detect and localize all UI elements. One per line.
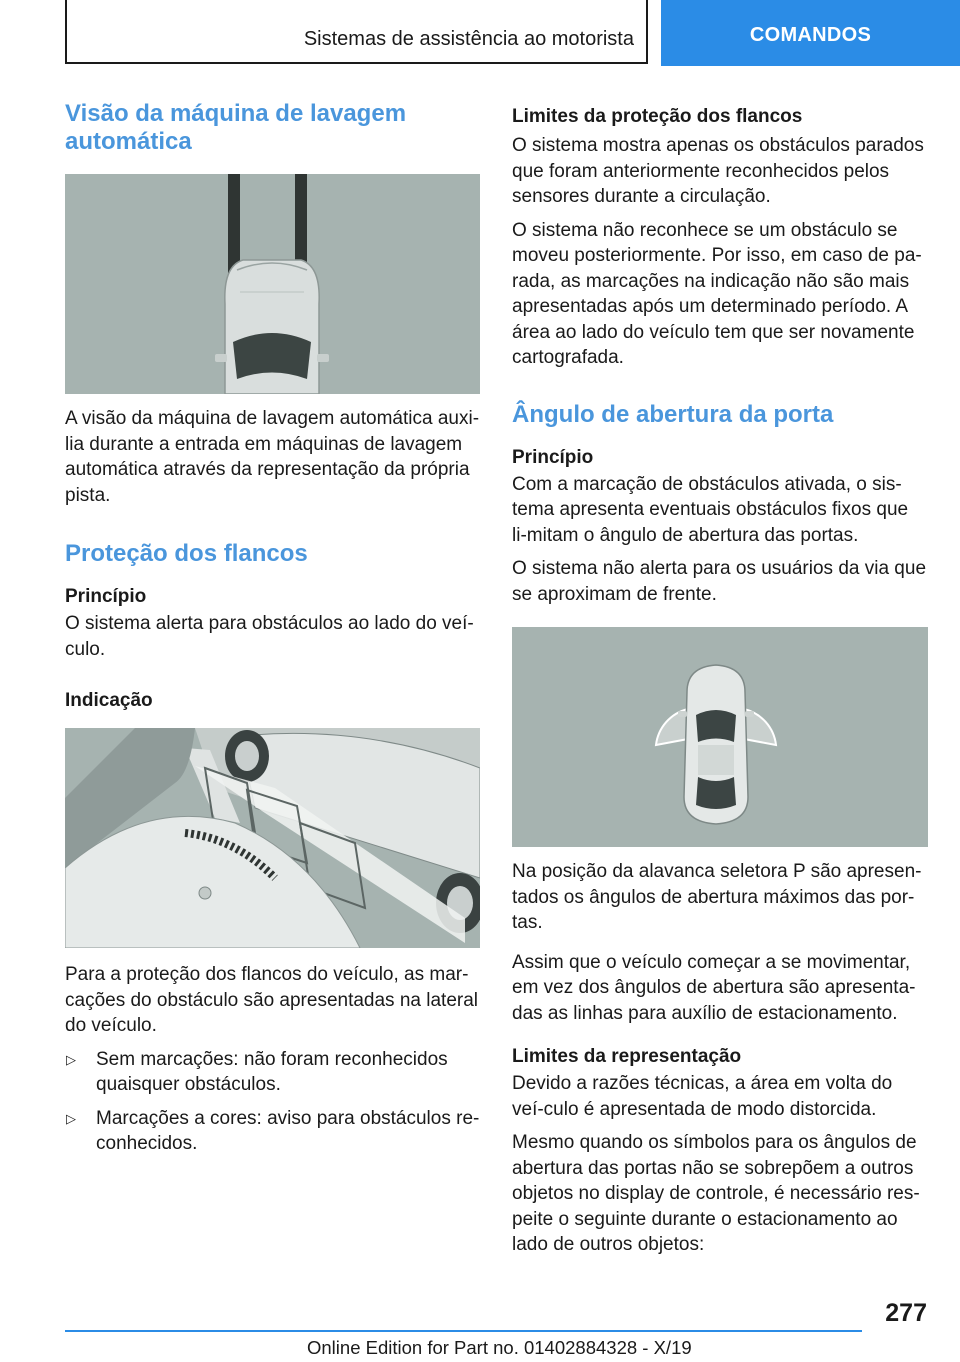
triangle-bullet-icon: ▷: [66, 1051, 76, 1067]
footer-edition-text: Online Edition for Part no. 01402884328 - X/19: [307, 1337, 692, 1358]
flank-bullet-list: [65, 1047, 480, 1157]
door-angle-principle-heading: Princípio: [512, 446, 594, 468]
list-item-text: Sem marcações: não foram reconhecidos quaisquer obstáculos.: [96, 1048, 448, 1095]
limits-flank-p1: O sistema mostra apenas os obstáculos parados que foram anteriormente reconhecidos pelos sensores durante a circulação.: [512, 135, 924, 207]
page-number: 277: [885, 1299, 927, 1327]
list-item: [65, 1047, 480, 1098]
header-section-box: [65, 0, 648, 64]
header-chapter-tab: COMANDOS: [661, 0, 960, 66]
limits-repr-p1: Devido a razões técnicas, a área em volta do veí-culo é apresentada de modo distorcida.: [512, 1073, 893, 1120]
footer-divider: [65, 1330, 862, 1332]
door-angle-figure: [512, 627, 928, 847]
door-angle-title: Ângulo de abertura da porta: [512, 400, 834, 428]
header-section-title: Sistemas de assistência ao motorista: [303, 28, 634, 50]
list-item: [65, 1106, 480, 1157]
flank-illustration: [65, 728, 480, 948]
car-wash-illustration: [65, 174, 480, 394]
left-column: [65, 100, 480, 1157]
limits-flank-heading: Limites da proteção dos flancos: [512, 106, 803, 127]
flank-figure: [65, 728, 480, 948]
list-item-text: Marcações a cores: aviso para obstáculos re-conhecidos.: [96, 1107, 480, 1154]
door-angle-p1: Com a marcação de obstáculos ativada, o sis-tema apresenta eventuais obstáculos fixos que li-mitam o ângulo de abertura das portas.: [512, 473, 909, 546]
door-angle-p2: O sistema não alerta para os usuários da via que se aproximam de frente.: [512, 558, 927, 605]
car-wash-text: A visão da máquina de lavagem automática auxi-lia durante a entrada em máquinas de lavagem automática através da representação da própria pista.: [65, 408, 480, 506]
flank-principle-text: O sistema alerta para obstáculos ao lado do veí-culo.: [65, 613, 474, 660]
limits-repr-heading: Limites da representação: [512, 1046, 742, 1067]
right-column: [512, 100, 928, 1258]
door-angle-p3: Na posição da alavanca seletora P são apresen-tados os ângulos de abertura máximos das por-tas.: [512, 861, 922, 933]
car-wash-title-line1: Visão da máquina de lavagem: [65, 100, 407, 127]
triangle-bullet-icon: ▷: [66, 1110, 76, 1126]
flank-title: Proteção dos flancos: [65, 540, 308, 567]
flank-indication-text: Para a proteção dos flancos do veículo, as mar-cações do obstáculo são apresentadas na lateral do veículo.: [65, 964, 478, 1036]
flank-indication-heading: Indicação: [65, 690, 153, 711]
door-angle-p4: Assim que o veículo começar a se movimentar, em vez dos ângulos de abertura são apresenta-das as linhas para auxílio de estacionamento.: [512, 951, 916, 1024]
flank-principle-heading: Princípio: [65, 586, 147, 607]
page-header: [0, 0, 960, 66]
limits-repr-p2: Mesmo quando os símbolos para os ângulos de abertura das portas não se sobrepõem a outros objetos no display de controle, é necessário res-peite o seguinte durante o estacionamento ao lado de outros objetos:: [512, 1132, 920, 1255]
car-wash-title: [65, 100, 480, 156]
limits-flank-p2: O sistema não reconhece se um obstáculo se moveu posteriormente. Por isso, em caso de pa-rada, as marcações na indicação não são mais apresentadas após um determinado período. A área ao lado do veículo tem que ser novamente cartografada.: [512, 219, 922, 368]
door-angle-illustration: [512, 627, 928, 847]
car-wash-title-line2: automática: [65, 128, 192, 155]
car-wash-figure: [65, 174, 480, 394]
